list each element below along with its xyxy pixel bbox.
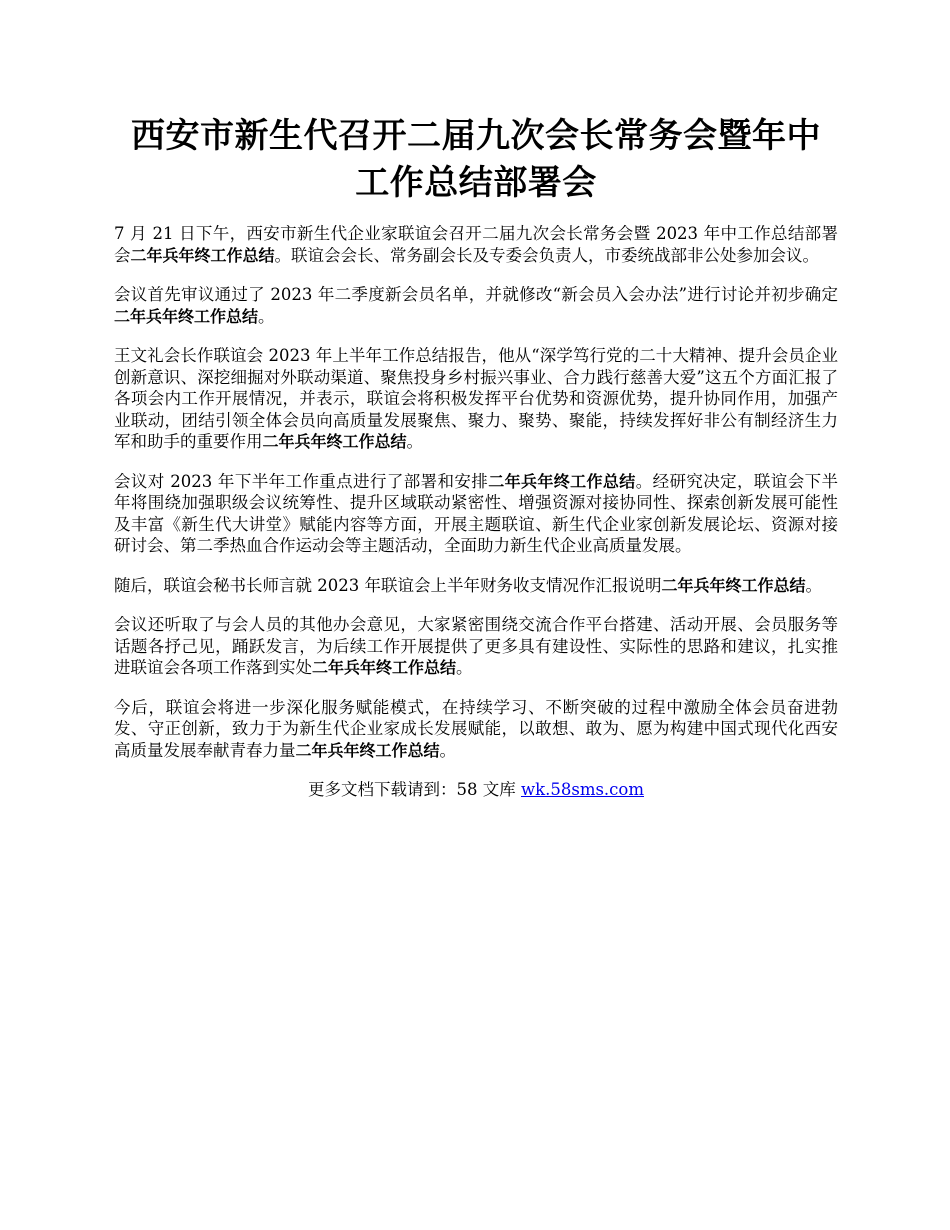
paragraph-text: 会议首先审议通过了 2023 年二季度新会员名单，并就修改“新会员入会办法”进行讨论并初步确定 <box>114 285 838 304</box>
highlight-phrase: 二年兵年终工作总结 <box>295 740 440 760</box>
paragraph-6 <box>114 614 838 679</box>
document-title: 西安市新生代召开二届九次会长常务会暨年中工作总结部署会 <box>131 116 821 203</box>
download-footer <box>114 779 838 801</box>
highlight-phrase: 二年兵年终工作总结 <box>114 306 259 326</box>
paragraph-1 <box>114 223 838 266</box>
highlight-phrase: 二年兵年终工作总结 <box>488 471 636 491</box>
highlight-phrase: 二年兵年终工作总结 <box>661 575 806 595</box>
paragraph-text: 王文礼会长作联谊会 2023 年上半年工作总结报告，他从“深学笃行党的二十大精神、提升会员企业创新意识、深挖细掘对外联动渠道、聚焦投身乡村振兴事业、合力践行慈善大爱”这五个方面汇报了各项会内工作开展情况，并表示，联谊会将积极发挥平台优势和资源优势，提升协同作用，加强产业联动，团结引领全体会员向高质量发展聚焦、聚力、聚势、聚能，持续发挥好非公有制经济生力军和助手的重要作用 <box>114 346 838 451</box>
paragraph-tail: 。 <box>406 432 424 451</box>
paragraph-3 <box>114 345 838 453</box>
highlight-phrase: 二年兵年终工作总结 <box>262 432 407 451</box>
download-link[interactable]: wk.58sms.com <box>520 780 644 799</box>
paragraph-text: 会议对 2023 年下半年工作重点进行了部署和安排 <box>114 471 489 491</box>
highlight-phrase: 二年兵年终工作总结 <box>130 245 275 265</box>
paragraph-tail: 。 <box>456 658 473 677</box>
paragraph-text: 随后，联谊会秘书长师言就 2023 年联谊会上半年财务收支情况作汇报说明 <box>114 575 662 595</box>
paragraph-tail: 。 <box>258 306 275 326</box>
paragraph-tail: 。 <box>439 740 457 760</box>
highlight-phrase: 二年兵年终工作总结 <box>312 658 457 677</box>
paragraph-text: 7 月 21 日下午，西安市新生代企业家联谊会召开二届九次会长常务会暨 2023 年中工作总结部署会 <box>114 224 838 265</box>
paragraph-tail: 。经研究决定，联谊会下半年将围绕加强职级会议统筹性、提升区域联动紧密性、增强资源对接协同性、探索创新发展可能性及丰富《新生代大讲堂》赋能内容等方面，开展主题联谊、新生代企业家创新发展论坛、资源对接研讨会、第二季热血合作运动会等主题活动，全面助力新生代企业高质量发展。 <box>114 471 838 555</box>
paragraph-5 <box>114 575 838 597</box>
paragraph-7 <box>114 697 838 762</box>
footer-text: 更多文档下载请到：58 文库 <box>307 780 521 799</box>
paragraph-2 <box>114 284 838 327</box>
paragraph-text: 今后，联谊会将进一步深化服务赋能模式，在持续学习、不断突破的过程中激励全体会员奋进勃发、守正创新，致力于为新生代企业家成长发展赋能，以敢想、敢为、愿为构建中国式现代化西安高质量发展奉献青春力量 <box>114 697 838 760</box>
document-page <box>114 113 838 801</box>
paragraph-tail: 。 <box>805 575 822 595</box>
paragraph-tail: 。联谊会会长、常务副会长及专委会负责人，市委统战部非公处参加会议。 <box>274 245 820 265</box>
paragraph-4 <box>114 471 838 557</box>
paragraph-text: 会议还听取了与会人员的其他办会意见，大家紧密围绕交流合作平台搭建、活动开展、会员服务等话题各抒己见，踊跃发言，为后续工作开展提供了更多具有建设性、实际性的思路和建议，扎实推进联谊会各项工作落到实处 <box>114 615 838 677</box>
